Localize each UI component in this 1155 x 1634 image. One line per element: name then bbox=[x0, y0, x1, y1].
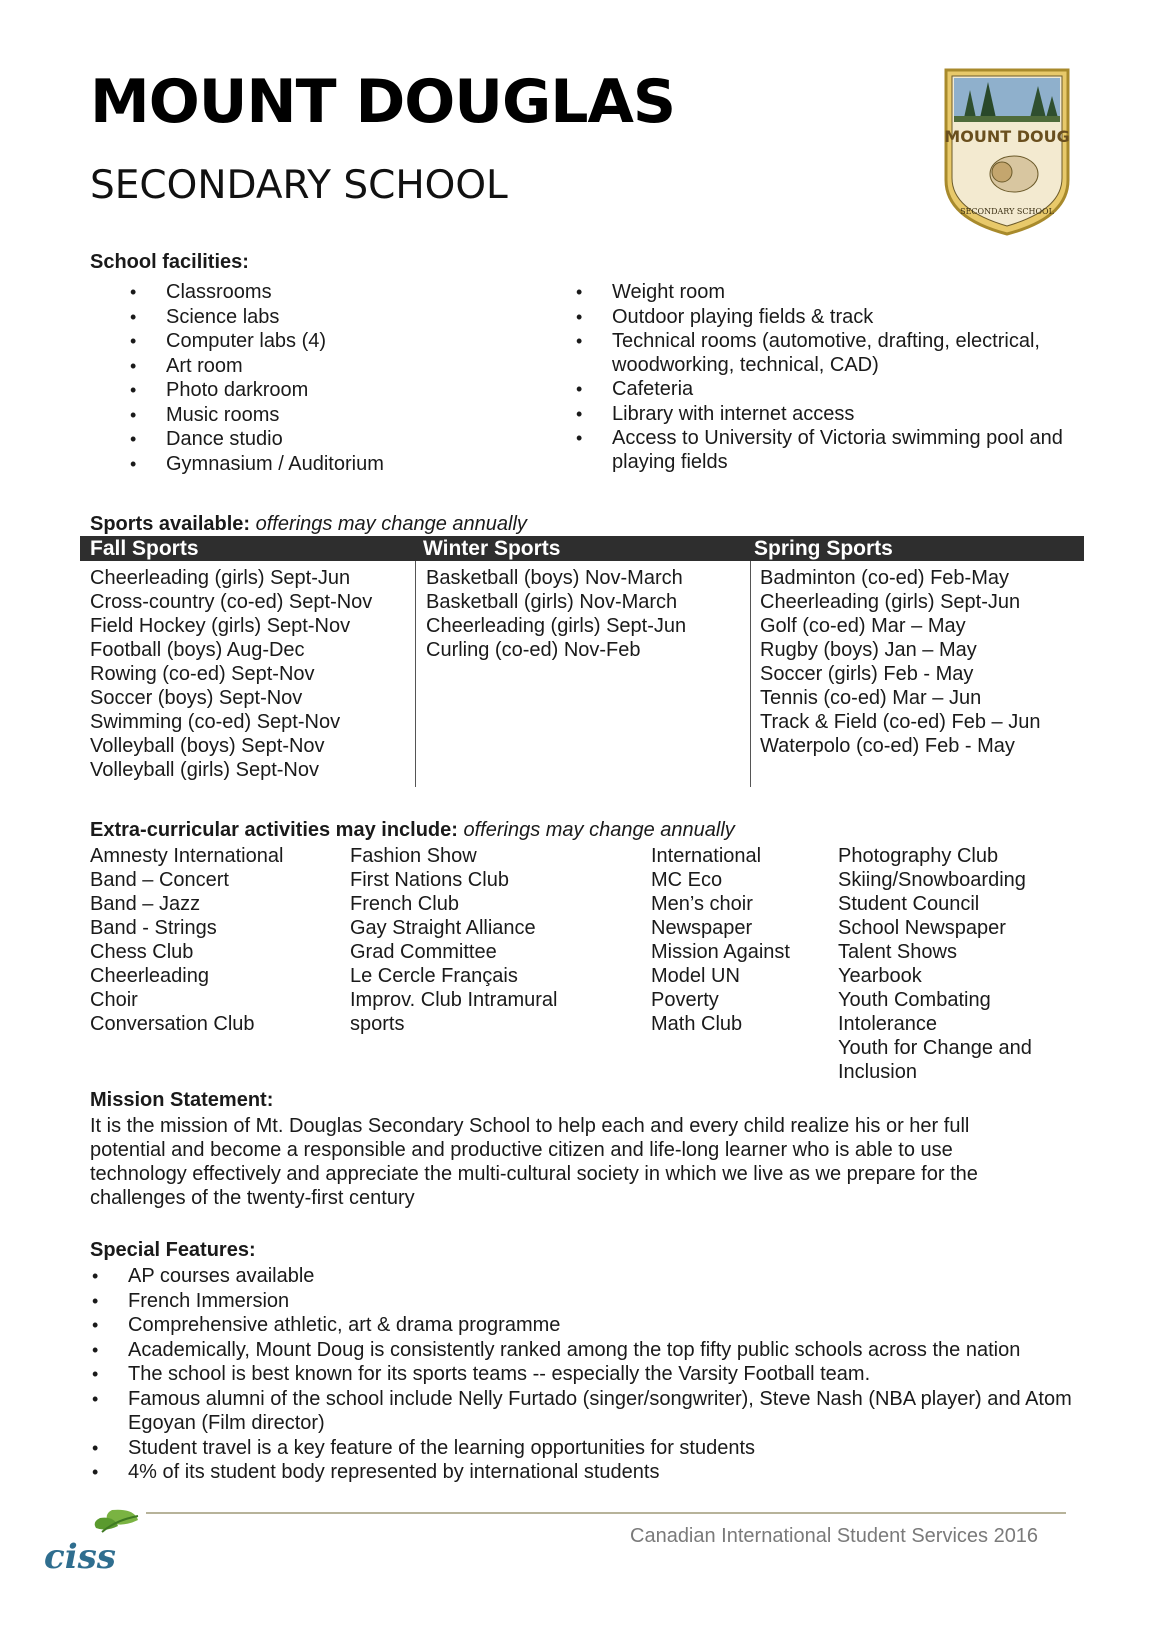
activity-item: School Newspaper bbox=[838, 917, 1006, 939]
spring-sports-list bbox=[760, 566, 1040, 758]
activity-item: Model UN bbox=[651, 965, 740, 987]
sport-item: Rowing (co-ed) Sept-Nov bbox=[90, 663, 315, 685]
facility-item: • Science labs bbox=[166, 305, 586, 330]
activities-column-4 bbox=[838, 844, 1032, 1084]
activity-item: French Club bbox=[350, 893, 459, 915]
activity-item: Men’s choir bbox=[651, 893, 753, 915]
special-features-heading: Special Features: bbox=[90, 1239, 256, 1261]
crest-name-text: MOUNT DOUG bbox=[944, 127, 1070, 146]
facility-item: • Cafeteria bbox=[612, 377, 1072, 402]
winter-sports-list bbox=[426, 566, 686, 662]
feature-item: • 4% of its student body represented by international students bbox=[128, 1460, 1078, 1485]
activity-item: Skiing/Snowboarding bbox=[838, 869, 1026, 891]
feature-item: • Student travel is a key feature of the learning opportunities for students bbox=[128, 1436, 1078, 1461]
facility-item: • Gymnasium / Auditorium bbox=[166, 452, 586, 477]
facility-item: • Outdoor playing fields & track bbox=[612, 305, 1072, 330]
fall-sports-title: Fall Sports bbox=[90, 537, 199, 560]
special-features-list bbox=[128, 1264, 1078, 1485]
sport-item: Curling (co-ed) Nov-Feb bbox=[426, 639, 641, 661]
facility-item: • Weight room bbox=[612, 280, 1072, 305]
sport-item: Badminton (co-ed) Feb-May bbox=[760, 567, 1009, 589]
feature-item: • Academically, Mount Doug is consistently ranked among the top fifty public schools across the nation bbox=[128, 1338, 1078, 1363]
facilities-list-left bbox=[166, 280, 586, 476]
page-subtitle: SECONDARY SCHOOL bbox=[90, 163, 508, 208]
sport-item: Soccer (boys) Sept-Nov bbox=[90, 687, 303, 709]
feature-item: • AP courses available bbox=[128, 1264, 1078, 1289]
sport-item: Cheerleading (girls) Sept-Jun bbox=[90, 567, 351, 589]
ciss-logo bbox=[42, 1506, 146, 1574]
crest-school-text: SECONDARY SCHOOL bbox=[960, 207, 1054, 216]
feature-item: • The school is best known for its sports teams -- especially the Varsity Football team. bbox=[128, 1362, 1078, 1387]
activity-item: Intolerance bbox=[838, 1013, 937, 1035]
spring-sports-title: Spring Sports bbox=[754, 537, 893, 560]
extracurricular-note: offerings may change annually bbox=[463, 819, 735, 841]
sport-item: Volleyball (girls) Sept-Nov bbox=[90, 759, 319, 781]
facilities-heading: School facilities: bbox=[90, 251, 249, 273]
sport-item: Basketball (girls) Nov-March bbox=[426, 591, 678, 613]
activity-item: Chess Club bbox=[90, 941, 194, 963]
fall-sports-list bbox=[90, 566, 372, 782]
mission-line: challenges of the twenty-first century bbox=[90, 1187, 415, 1209]
facilities-list-right bbox=[612, 280, 1072, 474]
footer-divider bbox=[146, 1512, 1066, 1514]
school-crest-logo bbox=[944, 68, 1070, 236]
ciss-logo-text: ciss bbox=[44, 1537, 116, 1574]
facility-item: • Classrooms bbox=[166, 280, 586, 305]
activity-item: Youth Combating bbox=[838, 989, 991, 1011]
facility-item: • Music rooms bbox=[166, 403, 586, 428]
mission-line: technology effectively and appreciate the multi-cultural society in which we live as we prepare for the bbox=[90, 1163, 978, 1185]
activity-item: Band – Concert bbox=[90, 869, 229, 891]
facility-item: • Photo darkroom bbox=[166, 378, 586, 403]
activity-item: First Nations Club bbox=[350, 869, 509, 891]
mission-text bbox=[90, 1114, 1090, 1210]
activity-item: Poverty bbox=[651, 989, 719, 1011]
feature-item: • French Immersion bbox=[128, 1289, 1078, 1314]
activities-column-3 bbox=[651, 844, 790, 1036]
sports-heading-label: Sports available: bbox=[90, 513, 251, 535]
sport-item: Cross-country (co-ed) Sept-Nov bbox=[90, 591, 373, 613]
sports-column-divider bbox=[415, 561, 416, 787]
activity-item: Inclusion bbox=[838, 1061, 917, 1083]
sport-item: Field Hockey (girls) Sept-Nov bbox=[90, 615, 351, 637]
activity-item: Yearbook bbox=[838, 965, 922, 987]
activity-item: Mission Against bbox=[651, 941, 790, 963]
sport-item: Basketball (boys) Nov-March bbox=[426, 567, 683, 589]
activity-item: Newspaper bbox=[651, 917, 753, 939]
sport-item: Tennis (co-ed) Mar – Jun bbox=[760, 687, 982, 709]
activity-item: Math Club bbox=[651, 1013, 743, 1035]
facility-item: • Technical rooms (automotive, drafting, electrical, woodworking, technical, CAD) bbox=[612, 329, 1072, 377]
activity-item: Talent Shows bbox=[838, 941, 957, 963]
activity-item: Student Council bbox=[838, 893, 980, 915]
activity-item: Conversation Club bbox=[90, 1013, 255, 1035]
activity-item: Cheerleading bbox=[90, 965, 209, 987]
sport-item: Waterpolo (co-ed) Feb - May bbox=[760, 735, 1015, 757]
activity-item: Choir bbox=[90, 989, 138, 1011]
activity-item: Photography Club bbox=[838, 845, 999, 867]
activities-column-1 bbox=[90, 844, 283, 1036]
sports-column-divider bbox=[750, 561, 751, 787]
activity-item: Gay Straight Alliance bbox=[350, 917, 536, 939]
sport-item: Cheerleading (girls) Sept-Jun bbox=[426, 615, 687, 637]
facility-item: • Library with internet access bbox=[612, 402, 1072, 427]
sports-note: offerings may change annually bbox=[255, 513, 527, 535]
activity-item: MC Eco bbox=[651, 869, 723, 891]
sports-table-header bbox=[80, 536, 1084, 561]
activity-item: Fashion Show bbox=[350, 845, 477, 867]
extracurricular-heading-label: Extra-curricular activities may include: bbox=[90, 819, 458, 841]
activities-column-2 bbox=[350, 844, 557, 1036]
sport-item: Rugby (boys) Jan – May bbox=[760, 639, 977, 661]
facility-item: • Access to University of Victoria swimming pool and playing fields bbox=[612, 426, 1072, 474]
footer-text: Canadian International Student Services 2016 bbox=[630, 1525, 1039, 1547]
extracurricular-heading bbox=[90, 818, 735, 842]
facility-item: • Computer labs (4) bbox=[166, 329, 586, 354]
activity-item: Le Cercle Français bbox=[350, 965, 518, 987]
facility-item: • Art room bbox=[166, 354, 586, 379]
activity-item: Grad Committee bbox=[350, 941, 497, 963]
sport-item: Soccer (girls) Feb - May bbox=[760, 663, 974, 685]
activity-item: Band – Jazz bbox=[90, 893, 201, 915]
mission-heading: Mission Statement: bbox=[90, 1089, 274, 1111]
feature-item: • Famous alumni of the school include Nelly Furtado (singer/songwriter), Steve Nash (NBA player) and Atom Egoyan (Film director) bbox=[128, 1387, 1078, 1436]
activity-item: Youth for Change and bbox=[838, 1037, 1032, 1059]
sport-item: Volleyball (boys) Sept-Nov bbox=[90, 735, 325, 757]
winter-sports-title: Winter Sports bbox=[423, 537, 561, 560]
mission-line: It is the mission of Mt. Douglas Secondary School to help each and every child realize his or her full bbox=[90, 1115, 970, 1137]
sports-heading bbox=[90, 512, 527, 536]
sport-item: Track & Field (co-ed) Feb – Jun bbox=[760, 711, 1041, 733]
sport-item: Football (boys) Aug-Dec bbox=[90, 639, 305, 661]
sport-item: Swimming (co-ed) Sept-Nov bbox=[90, 711, 341, 733]
activity-item: International bbox=[651, 845, 762, 867]
sport-item: Golf (co-ed) Mar – May bbox=[760, 615, 966, 637]
facility-item: • Dance studio bbox=[166, 427, 586, 452]
feature-item: • Comprehensive athletic, art & drama programme bbox=[128, 1313, 1078, 1338]
activity-item: Amnesty International bbox=[90, 845, 284, 867]
sport-item: Cheerleading (girls) Sept-Jun bbox=[760, 591, 1021, 613]
activity-item: Band - Strings bbox=[90, 917, 217, 939]
mission-line: potential and become a responsible and productive citizen and life-long learner who is able to use bbox=[90, 1139, 953, 1161]
page-title: MOUNT DOUGLAS bbox=[90, 67, 676, 137]
activity-item: Improv. Club Intramural bbox=[350, 989, 558, 1011]
activity-item: sports bbox=[350, 1013, 405, 1035]
